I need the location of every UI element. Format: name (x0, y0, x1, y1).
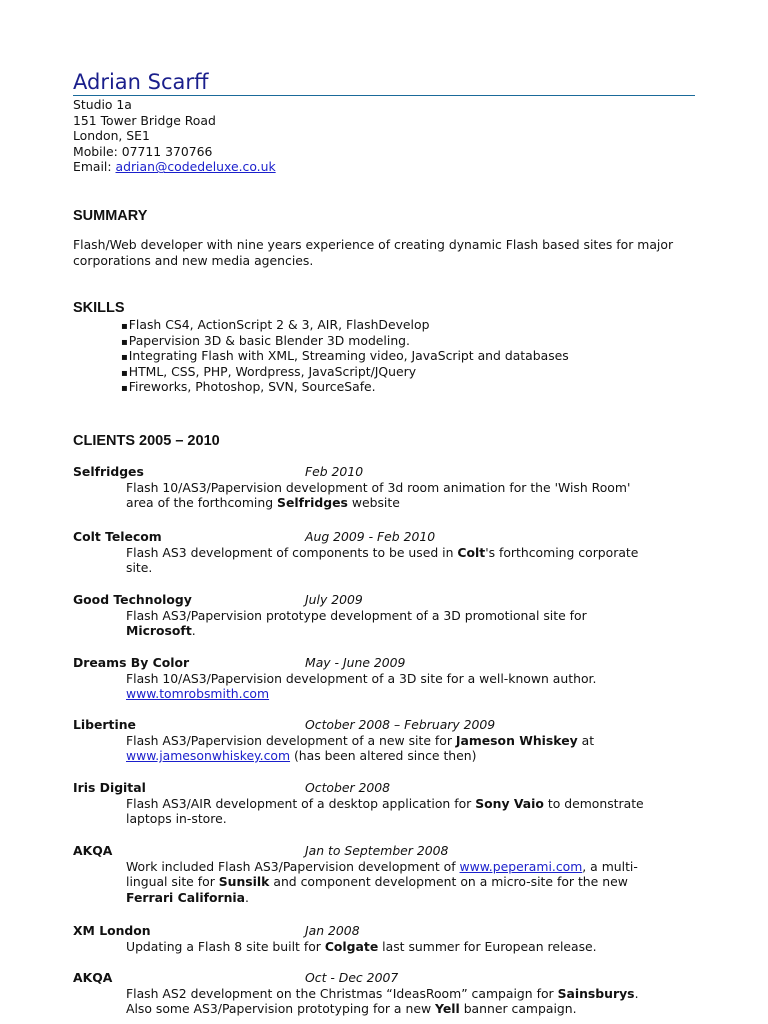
client-name: AKQA (73, 843, 113, 858)
client-description (126, 733, 646, 764)
client-highlight: Sony Vaio (475, 795, 544, 811)
client-description (126, 859, 646, 906)
client-description (126, 480, 646, 511)
client-date: Aug 2009 - Feb 2010 (305, 529, 436, 544)
mobile-line: Mobile: 07711 370766 (73, 143, 213, 159)
client-text: Flash 10/AS3/Papervision development of 3d room animation for the 'Wish Room' area of the forthcoming (126, 479, 631, 511)
client-name: Good Technology (73, 592, 192, 607)
client-name: XM London (73, 923, 151, 938)
client-header (73, 592, 713, 608)
client-date: Jan to September 2008 (305, 843, 449, 858)
client-text: last summer for European release. (378, 938, 597, 954)
client-header (73, 970, 713, 986)
client-name: AKQA (73, 970, 113, 985)
email-line (73, 159, 276, 175)
client-date: October 2008 (305, 780, 391, 795)
client-description (126, 939, 646, 955)
client-date: Jan 2008 (305, 923, 360, 938)
client-description (126, 671, 646, 702)
client-entry (73, 529, 713, 576)
client-highlight: Sunsilk (218, 874, 270, 890)
client-name: Colt Telecom (73, 529, 162, 544)
client-text: Flash AS3/AIR development of a desktop application for (126, 795, 476, 811)
client-text: and component development on a micro-site for the new (269, 874, 628, 890)
skill-item: ▪ Integrating Flash with XML, Streaming video, JavaScript and databases (121, 348, 569, 364)
client-date: May - June 2009 (305, 655, 406, 670)
email-label: Email: (73, 159, 116, 175)
client-highlight: Colgate (324, 938, 379, 954)
skill-item: ▪ HTML, CSS, PHP, Wordpress, JavaScript/JQuery (121, 364, 569, 380)
client-text: Flash AS2 development on the Christmas “IdeasRoom” campaign for (126, 985, 558, 1001)
client-text: Flash 10/AS3/Papervision development of a 3D site for a well-known author. (126, 670, 597, 686)
client-description (126, 608, 646, 639)
header-divider (73, 95, 695, 96)
client-text: . Also some AS3/Papervision prototyping for a new (126, 985, 639, 1017)
client-entry (73, 780, 713, 827)
client-entry (73, 464, 713, 511)
client-header (73, 464, 713, 480)
client-date: Oct - Dec 2007 (305, 970, 399, 985)
client-text: Flash AS3 development of components to be used in (126, 544, 458, 560)
client-header (73, 655, 713, 671)
client-entry (73, 923, 713, 954)
contact-block (73, 97, 276, 175)
client-text: , a multi-lingual site for (126, 858, 638, 890)
candidate-name: Adrian Scarff (73, 70, 209, 94)
client-entry (73, 592, 713, 639)
client-name: Selfridges (73, 464, 144, 479)
client-entry (73, 970, 713, 1017)
address-line-1: Studio 1a (73, 97, 132, 112)
client-description (126, 986, 646, 1017)
clients-heading: CLIENTS 2005 – 2010 (73, 433, 220, 449)
client-header (73, 717, 713, 733)
client-highlight: Selfridges (277, 495, 348, 511)
client-header (73, 923, 713, 939)
client-text: website (347, 495, 400, 511)
summary-heading: SUMMARY (73, 208, 148, 224)
client-highlight: Ferrari California (126, 889, 246, 905)
client-text: Flash AS3/Papervision development of a new site for (126, 732, 456, 748)
client-date: October 2008 – February 2009 (305, 717, 496, 732)
client-header (73, 843, 713, 859)
client-link[interactable]: www.jamesonwhiskey.com (126, 748, 291, 764)
client-text: Work included Flash AS3/Papervision development of (126, 858, 460, 874)
address-line-3: London, SE1 (73, 128, 150, 144)
address-line-2: 151 Tower Bridge Road (73, 112, 216, 128)
client-date: July 2009 (305, 592, 363, 607)
client-name: Iris Digital (73, 780, 146, 795)
client-text: 's forthcoming corporate site. (126, 544, 639, 576)
client-name: Dreams By Color (73, 655, 190, 670)
client-highlight: Yell (435, 1001, 460, 1017)
skill-item: ▪ Papervision 3D & basic Blender 3D modeling. (121, 333, 569, 349)
client-text: banner campaign. (459, 1001, 577, 1017)
client-highlight: Microsoft (126, 623, 192, 639)
client-text: . (245, 889, 249, 905)
skill-item: ▪ Fireworks, Photoshop, SVN, SourceSafe. (121, 379, 569, 395)
client-entry (73, 717, 713, 764)
client-text: (has been altered since then) (290, 748, 477, 764)
skills-heading: SKILLS (73, 300, 125, 316)
client-entry (73, 655, 713, 702)
summary-text: Flash/Web developer with nine years experience of creating dynamic Flash based sites for major corporations and new media agencies. (73, 237, 674, 268)
client-description (126, 796, 646, 827)
client-text: . (191, 623, 196, 639)
client-date: Feb 2010 (305, 464, 364, 479)
client-description (126, 545, 646, 576)
client-header (73, 529, 713, 545)
client-header (73, 780, 713, 796)
email-link[interactable]: adrian@codedeluxe.co.uk (115, 159, 276, 175)
client-highlight: Jameson Whiskey (455, 732, 578, 748)
skill-item: ▪ Flash CS4, ActionScript 2 & 3, AIR, FlashDevelop (121, 317, 569, 333)
client-text: at (577, 732, 595, 748)
skills-list (121, 317, 569, 395)
client-link[interactable]: www.peperami.com (459, 858, 583, 874)
client-entry (73, 843, 713, 905)
client-link[interactable]: www.tomrobsmith.com (126, 686, 270, 702)
client-highlight: Sainsburys (557, 985, 635, 1001)
client-text: to demonstrate laptops in-store. (126, 795, 644, 827)
client-text: Updating a Flash 8 site built for (126, 938, 325, 954)
client-name: Libertine (73, 717, 136, 732)
client-highlight: Colt (457, 544, 486, 560)
client-text: Flash AS3/Papervision prototype development of a 3D promotional site for (126, 607, 587, 623)
